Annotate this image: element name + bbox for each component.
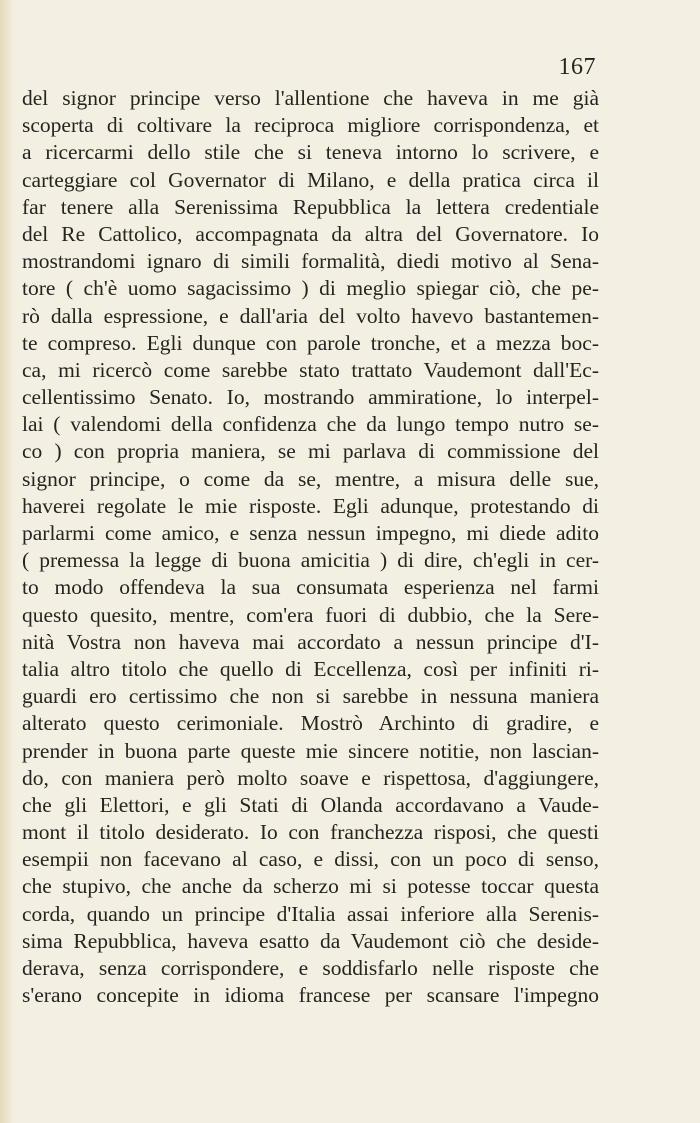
- text-line: esempii non facevano al caso, e dissi, con un poco di senso,: [22, 847, 599, 872]
- text-line: del Re Cattolico, accompagnata da altra del Governatore. Io: [22, 221, 599, 246]
- text-line: s'erano concepite in idioma francese per scansare l'impegno: [22, 983, 599, 1008]
- text-line: prender in buona parte queste mie sincere notitie, non lascian-: [22, 738, 599, 763]
- text-line: mont il titolo desiderato. Io con franchezza risposi, che questi: [22, 820, 599, 845]
- text-line: nità Vostra non haveva mai accordato a nessun principe d'I-: [22, 629, 599, 654]
- text-line: derava, senza corrispondere, e soddisfarlo nelle risposte che: [22, 956, 599, 980]
- text-line: corda, quando un principe d'Italia assai inferiore alla Serenis-: [22, 901, 599, 926]
- text-line: te compreso. Egli dunque con parole tronche, et a mezza boc-: [22, 330, 599, 355]
- text-line: a ricercarmi dello stile che si teneva intorno lo scrivere, e: [22, 140, 599, 165]
- text-line: che stupivo, che anche da scherzo mi si potesse toccar questa: [22, 874, 599, 899]
- text-line: ( premessa la legge di buona amicitia ) di dire, ch'egli in cer-: [22, 548, 599, 573]
- text-line: signor principe, o come da se, mentre, a misura delle sue,: [22, 466, 599, 491]
- text-line: cellentissimo Senato. Io, mostrando ammiratione, lo interpel-: [22, 385, 599, 410]
- text-line: to modo offendeva la sua consumata esperienza nel farmi: [22, 575, 599, 600]
- text-line: ca, mi ricercò come sarebbe stato trattato Vaudemont dall'Ec-: [22, 357, 599, 382]
- page-number: 167: [558, 54, 596, 80]
- text-line: lai ( valendomi della confidenza che da lungo tempo nutro se-: [22, 412, 599, 437]
- text-line: far tenere alla Serenissima Repubblica la lettera credentiale: [22, 194, 599, 219]
- text-line: rò dalla espressione, e dall'aria del volto havevo bastantemen-: [22, 303, 599, 328]
- text-line: che gli Elettori, e gli Stati di Olanda accordavano a Vaude-: [22, 792, 599, 817]
- text-line: parlarmi come amico, e senza nessun impegno, mi diede adito: [22, 521, 599, 545]
- body-text: [22, 85, 599, 1009]
- text-line: guardi ero certissimo che non si sarebbe in nessuna maniera: [22, 684, 599, 709]
- text-line: alterato questo cerimoniale. Mostrò Archinto di gradire, e: [22, 711, 599, 736]
- text-line: do, con maniera però molto soave e rispettosa, d'aggiungere,: [22, 765, 599, 790]
- text-line: co ) con propria maniera, se mi parlava di commissione del: [22, 439, 599, 464]
- text-line: tore ( ch'è uomo sagacissimo ) di meglio spiegar ciò, che pe-: [22, 276, 599, 301]
- text-line: sima Repubblica, haveva esatto da Vaudemont ciò che deside-: [22, 928, 599, 953]
- text-line: talia altro titolo che quello di Eccellenza, così per infiniti ri-: [22, 656, 599, 681]
- text-line: questo quesito, mentre, com'era fuori di dubbio, che la Sere-: [22, 602, 599, 627]
- text-line: scoperta di coltivare la reciproca migliore corrispondenza, et: [22, 113, 599, 138]
- text-line: mostrandomi ignaro di simili formalità, diedi motivo al Sena-: [22, 249, 599, 274]
- text-line: haverei regolate le mie risposte. Egli adunque, protestando di: [22, 493, 599, 518]
- text-line: del signor principe verso l'allentione che haveva in me già: [22, 86, 599, 110]
- text-line: carteggiare col Governator di Milano, e della pratica circa il: [22, 167, 599, 192]
